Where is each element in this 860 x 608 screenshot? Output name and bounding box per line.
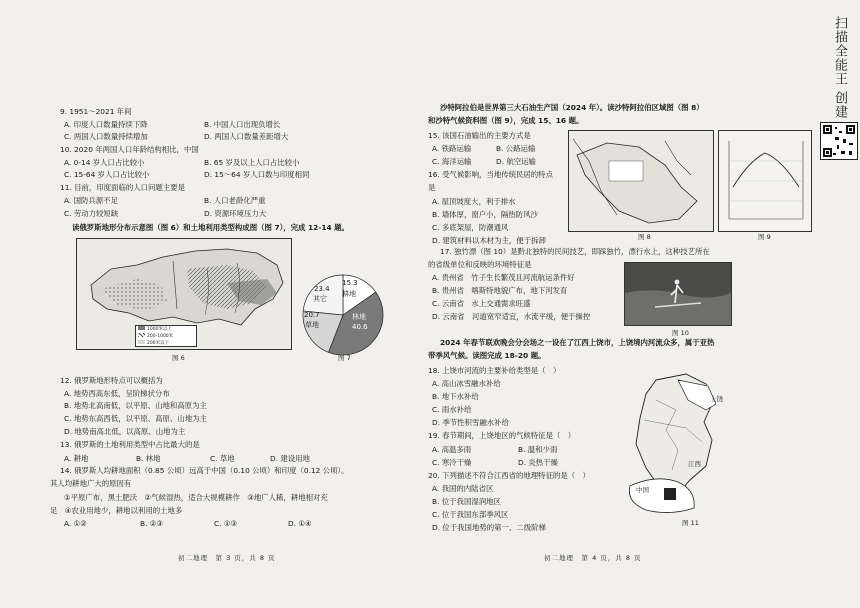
jiangxi-intro-line2: 带季风气候。读图完成 18-20 题。 [428, 351, 546, 360]
q9-option-d: D. 两国人口数量差距增大 [204, 132, 289, 141]
right-page [428, 0, 860, 608]
q12-option-d: D. 地势南高北低，以高原、山地为主 [64, 427, 186, 436]
q9-option-c: C. 两国人口数量持续增加 [64, 132, 148, 141]
map-label-jiangxi: 江西 [688, 460, 701, 468]
q16-option-d: D. 建筑材料以木材为主，便于拆卸 [432, 236, 546, 245]
q12-option-a: A. 地势西高东低，呈阶梯状分布 [64, 389, 170, 398]
q12-option-c: C. 地势东高西低，以平原、高原、山地为主 [64, 414, 207, 423]
q14-line1: ①平原广布，黑土肥沃 ②气候湿热，适合大规模耕作 ③地广人稀，耕地相对充 [64, 493, 328, 502]
legend-item-mid: 200-1000米 [147, 334, 174, 339]
climate-gridlines [729, 161, 803, 201]
q19-option-d: D. 炎热干燥 [518, 458, 558, 467]
q15-stem: 15. 该国石油输出的主要方式是 [428, 131, 531, 140]
q14-option-d: D. ①④ [288, 519, 312, 528]
q10-option-d: D. 15～64 岁人口数与印度相同 [204, 170, 310, 179]
q16-option-a: A. 屋顶坡度大，利于排水 [432, 197, 516, 206]
q20-option-b: B. 位于我国湿润地区 [432, 497, 501, 506]
q12-stem: 12. 俄罗斯地形特点可以概括为 [60, 376, 163, 385]
legend-item-low: 200米以下 [147, 341, 170, 346]
q9-option-a: A. 印度人口数量持续下降 [64, 120, 148, 129]
q13-option-a: A. 耕地 [64, 454, 89, 463]
q10-option-c: C. 15-64 岁人口占比较小 [64, 170, 150, 179]
q13-stem: 13. 俄罗斯的土地利用类型中占比最大的是 [60, 440, 200, 449]
q14-option-a: A. ①② [64, 519, 87, 528]
pie-value-other: 23.4 [314, 285, 330, 293]
q15-option-a: A. 铁路运输 [432, 144, 472, 153]
map-label-box [609, 161, 643, 181]
q12-option-b: B. 地势北高南低，以平原、山地和高原为主 [64, 401, 207, 410]
q16-stem2: 是 [428, 183, 436, 192]
q14-stem: 14. 俄罗斯人均耕地面积（0.85 公顷）远高于中国（0.10 公顷）和印度（0.12 公顷）。 [60, 466, 349, 475]
pie-value-forest: 40.6 [352, 323, 368, 331]
q20-option-c: C. 位于我国东部季风区 [432, 510, 509, 519]
q16-stem: 16. 受气候影响，当地传统民居的特点 [428, 170, 553, 179]
q14-option-c: C. ①③ [214, 519, 238, 528]
q11-option-c: C. 劳动力较短缺 [64, 209, 119, 218]
q10-option-a: A. 0-14 岁人口占比较小 [64, 158, 145, 167]
rafter-head [675, 280, 680, 285]
q9-stem: 9. 1951～2021 年间 [60, 107, 132, 116]
q19-option-b: B. 温和少雨 [518, 445, 558, 454]
saudi-climate-chart [718, 130, 812, 232]
q15-option-d: D. 航空运输 [496, 157, 536, 166]
q13-option-b: B. 林地 [136, 454, 161, 463]
fig7-caption: 图 7 [338, 354, 351, 362]
qr-code-icon [820, 122, 858, 160]
q14-line2: 足 ④农业用地少，耕地以利用的土地多 [50, 506, 183, 515]
q10-option-b: B. 65 岁及以上人口占比较小 [204, 158, 300, 167]
q17-option-c: C. 云南省 水上交通需求旺盛 [432, 299, 531, 308]
russia-terrain-map [76, 238, 292, 350]
q16-option-b: B. 墙体厚，窗户小，隔热防风沙 [432, 210, 538, 219]
q17-option-b: B. 贵州省 喀斯特地貌广布，地下河发育 [432, 286, 568, 295]
q20-option-d: D. 位于我国地势的第一、二级阶梯 [432, 523, 546, 532]
fig6-caption: 图 6 [172, 354, 185, 362]
map-label-china: 中国 [636, 486, 649, 494]
q18-option-c: C. 雨水补给 [432, 405, 472, 414]
q17-option-d: D. 云南省 河道宽窄适宜，水流平缓，便于操控 [432, 312, 591, 321]
q18-option-a: A. 高山冰雪融水补给 [432, 379, 501, 388]
saudi-intro-line1: 沙特阿拉伯是世界第三大石油生产国（2024 年）。读沙特阿拉伯区域图（图 8） [440, 103, 704, 112]
right-page-footer: 初二地理 第 4 页，共 8 页 [544, 554, 642, 562]
left-page-footer: 初二地理 第 3 页，共 8 页 [178, 554, 276, 562]
pie-label-forest: 林地 [352, 313, 366, 321]
q17-option-a: A. 贵州省 竹子生长繁茂且河流航运条件好 [432, 273, 575, 282]
q9-option-b: B. 中国人口出现负增长 [204, 120, 281, 129]
jiangxi-in-china [664, 488, 676, 500]
pie-label-other: 其它 [313, 295, 327, 303]
q19-option-a: A. 高温多雨 [432, 445, 472, 454]
q11-option-a: A. 国防兵源不足 [64, 196, 118, 205]
fig10-caption: 图 10 [672, 329, 689, 337]
q15-option-b: B. 公路运输 [496, 144, 536, 153]
jiangxi-intro-line1: 2024 年春节联欢晚会分会场之一设在了江西上饶市，上饶境内河流众多，属于亚热 [440, 338, 715, 347]
q16-option-c: C. 多底架屋，防潮通风 [432, 223, 509, 232]
bamboo-rafting-photo [624, 262, 732, 326]
q13-option-c: C. 草地 [210, 454, 235, 463]
climate-chart-drawing [719, 131, 811, 231]
q11-stem: 11. 目前，印度面临的人口问题主要是 [60, 183, 185, 192]
q19-stem: 19. 春节期间，上饶地区的气候特征是（ ） [428, 431, 576, 440]
q14-option-b: B. ②③ [140, 519, 164, 528]
q18-option-d: D. 季节性积雪融水补给 [432, 418, 509, 427]
q14-stem2: 其人均耕地广大的原因有 [50, 479, 132, 488]
bamboo-photo-drawing [625, 263, 731, 325]
fig8-caption: 图 8 [638, 233, 651, 241]
q17-stem: 17. 独竹漂（图 10）是黔北独特的民间技艺，即踩独竹，漂行水上，这种技艺所在 [440, 247, 710, 256]
map-label-shangrao: 上饶 [710, 395, 723, 403]
q20-option-a: A. 我国的内陆省区 [432, 484, 494, 493]
q17-stem2: 的省级单位和反映的环境特征是 [428, 260, 532, 269]
saudi-intro-line2: 和沙特气候资料图（图 9），完成 15、16 题。 [428, 116, 584, 125]
q20-stem: 20. 下列描述不符合江西省的地理特征的是（ ） [428, 471, 590, 480]
q11-option-d: D. 资源环境压力大 [204, 209, 267, 218]
fig9-caption: 图 9 [758, 233, 771, 241]
q18-option-b: B. 地下水补给 [432, 392, 479, 401]
q10-stem: 10. 2020 年两国人口年龄结构相比，中国 [60, 145, 199, 154]
saudi-map-drawing [569, 131, 713, 231]
qr-code-pattern [821, 123, 857, 159]
legend-item-high: 1000米以上 [147, 327, 172, 332]
q13-option-d: D. 建设用地 [270, 454, 310, 463]
map-legend [135, 325, 197, 347]
q15-option-c: C. 海洋运输 [432, 157, 472, 166]
q19-option-c: C. 寒冷干燥 [432, 458, 472, 467]
pie-label-grass: 草地 [305, 321, 319, 329]
fig6-7-intro: 读俄罗斯地形分布示意图（图 6）和土地利用类型构成图（图 7），完成 12-14 题。 [72, 223, 350, 232]
q11-option-b: B. 人口老龄化严重 [204, 196, 266, 205]
pie-value-grass: 20.7 [304, 311, 320, 319]
scanner-watermark: 扫描全能王 创建 [832, 16, 847, 120]
q18-stem: 18. 上饶市河流的主要补给类型是（ ） [428, 366, 561, 375]
fig11-caption: 图 11 [682, 519, 699, 527]
saudi-region-map [568, 130, 714, 232]
temperature-curve [733, 153, 799, 187]
left-page [0, 0, 424, 608]
pie-value-cropland: 15.3 [342, 279, 358, 287]
pie-label-cropland: 耕地 [342, 290, 356, 298]
